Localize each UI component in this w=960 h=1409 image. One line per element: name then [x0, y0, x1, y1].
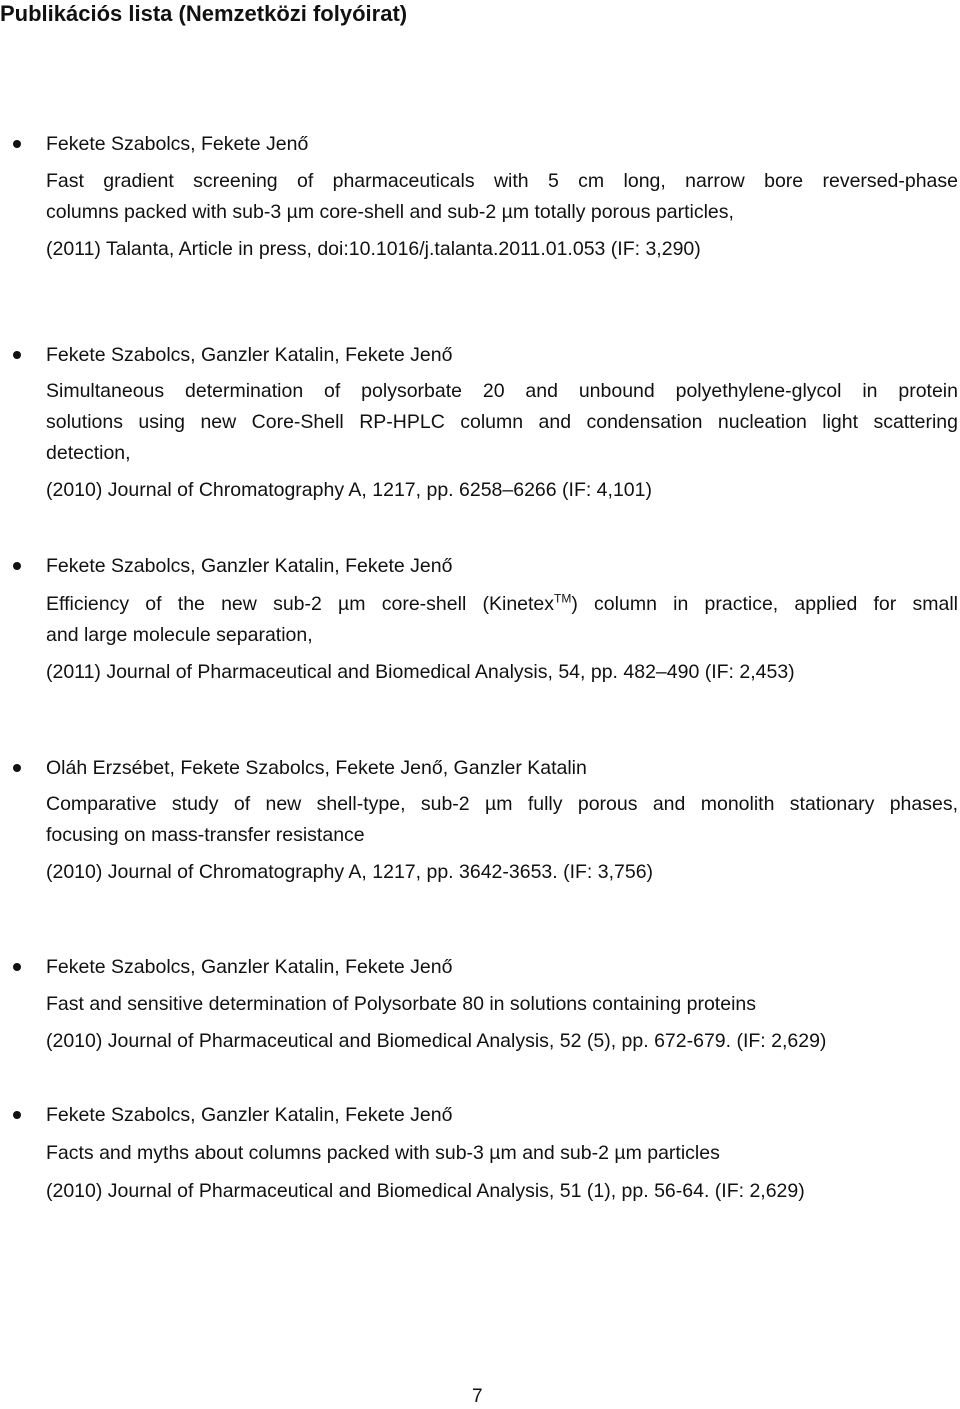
- title-text-segment: ) column in practice, applied for small: [571, 593, 958, 615]
- publication-authors: Fekete Szabolcs, Ganzler Katalin, Fekete Jenő: [46, 555, 453, 577]
- publication-title-line: solutions using new Core-Shell RP-HPLC column and condensation nucleation light scattering: [46, 411, 958, 433]
- bullet-icon: [13, 562, 21, 570]
- publication-citation: (2010) Journal of Chromatography A, 1217, pp. 6258–6266 (IF: 4,101): [46, 479, 652, 501]
- page-number: 7: [472, 1386, 483, 1407]
- bullet-icon: [13, 963, 21, 971]
- publication-authors: Fekete Szabolcs, Fekete Jenő: [46, 133, 309, 155]
- publication-title-line: focusing on mass-transfer resistance: [46, 824, 365, 846]
- title-text-segment: Efficiency of the new sub-2 µm core-shell (Kinetex: [46, 593, 555, 615]
- publication-title-line: and large molecule separation,: [46, 624, 313, 646]
- page-title: Publikációs lista (Nemzetközi folyóirat): [0, 1, 408, 26]
- publication-title-line: Fast gradient screening of pharmaceuticals with 5 cm long, narrow bore reversed-phase: [46, 170, 958, 192]
- publication-citation: (2010) Journal of Pharmaceutical and Biomedical Analysis, 52 (5), pp. 672-679. (IF: 2,629): [46, 1030, 827, 1052]
- trademark-superscript: TM: [554, 591, 572, 606]
- publication-citation: (2010) Journal of Pharmaceutical and Biomedical Analysis, 51 (1), pp. 56-64. (IF: 2,629): [46, 1180, 805, 1202]
- publication-authors: Fekete Szabolcs, Ganzler Katalin, Fekete Jenő: [46, 344, 453, 366]
- bullet-icon: [13, 1111, 21, 1119]
- publication-title-line: Fast and sensitive determination of Polysorbate 80 in solutions containing proteins: [46, 993, 756, 1015]
- publication-title-line: columns packed with sub-3 µm core-shell and sub-2 µm totally porous particles,: [46, 201, 734, 223]
- publication-title-line: Comparative study of new shell-type, sub-2 µm fully porous and monolith stationary phases,: [46, 793, 958, 815]
- bullet-icon: [13, 764, 21, 772]
- publication-title-line: Simultaneous determination of polysorbate 20 and unbound polyethylene-glycol in protein: [46, 380, 958, 402]
- bullet-icon: [13, 140, 21, 148]
- publication-authors: Fekete Szabolcs, Ganzler Katalin, Fekete Jenő: [46, 1104, 453, 1126]
- publication-citation: (2011) Journal of Pharmaceutical and Biomedical Analysis, 54, pp. 482–490 (IF: 2,453): [46, 661, 795, 683]
- bullet-icon: [13, 351, 21, 359]
- publication-citation: (2011) Talanta, Article in press, doi:10.1016/j.talanta.2011.01.053 (IF: 3,290): [46, 238, 701, 260]
- publication-authors: Oláh Erzsébet, Fekete Szabolcs, Fekete Jenő, Ganzler Katalin: [46, 757, 587, 779]
- publication-title-line: detection,: [46, 442, 131, 464]
- publication-citation: (2010) Journal of Chromatography A, 1217, pp. 3642-3653. (IF: 3,756): [46, 861, 654, 883]
- publication-title-line: Facts and myths about columns packed with sub-3 µm and sub-2 µm particles: [46, 1142, 720, 1164]
- publication-authors: Fekete Szabolcs, Ganzler Katalin, Fekete Jenő: [46, 956, 453, 978]
- publication-title-line: [46, 591, 958, 617]
